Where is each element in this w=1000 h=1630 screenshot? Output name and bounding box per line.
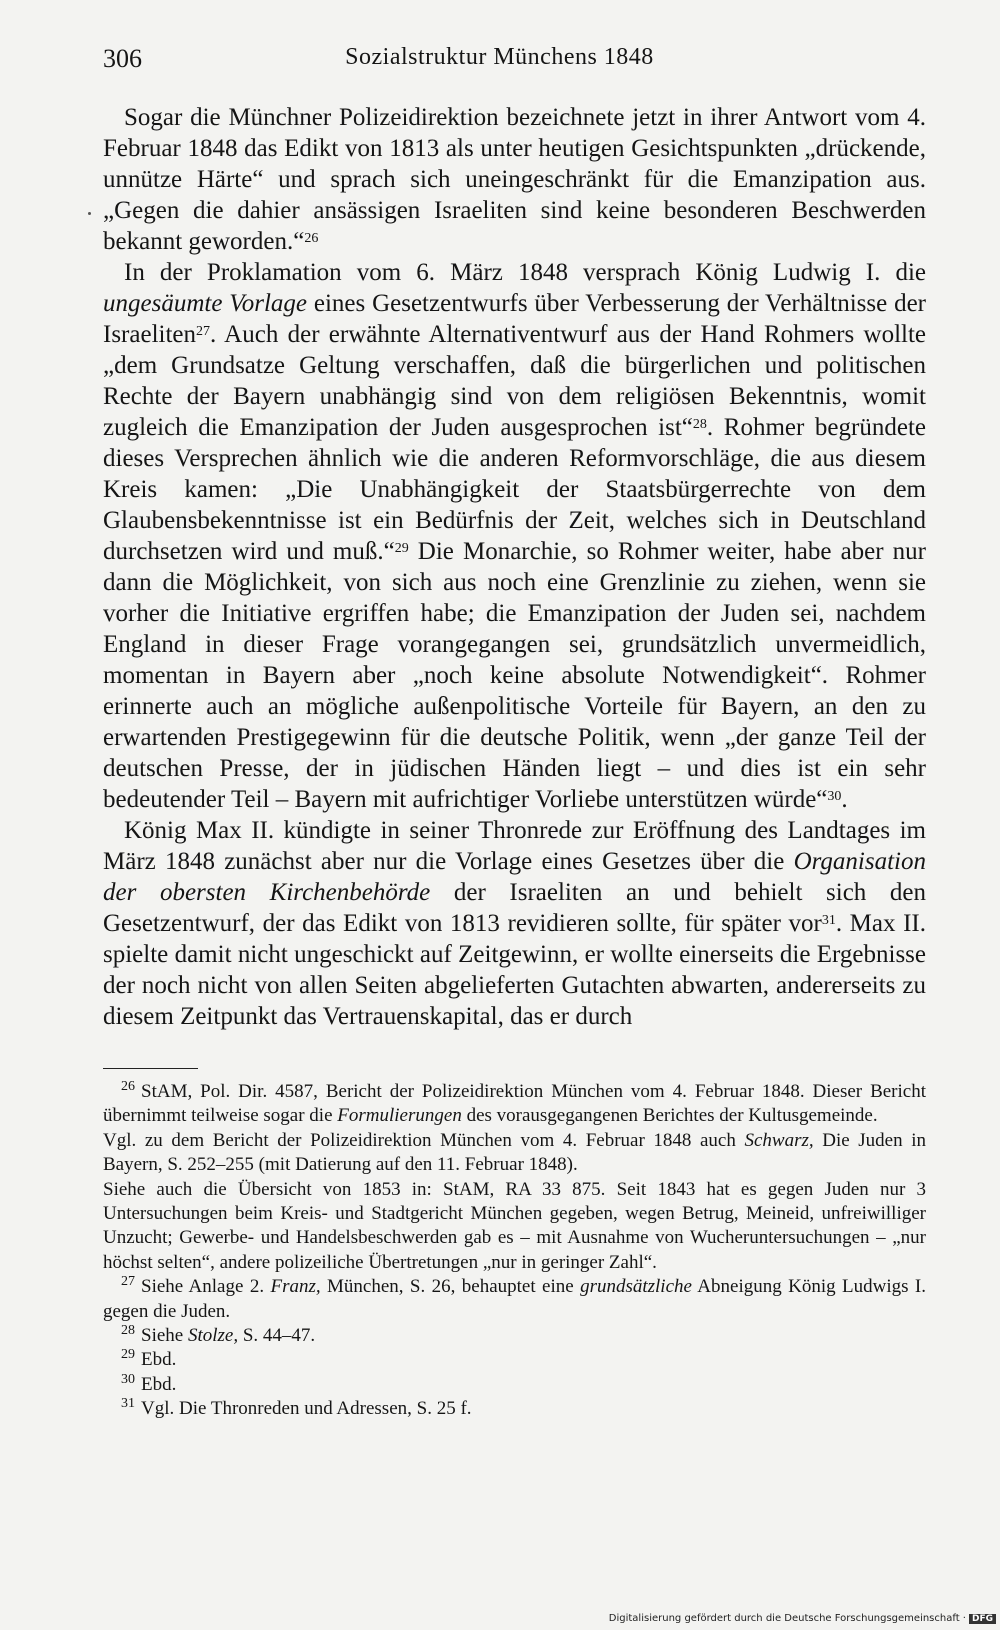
- paragraph: [103, 102, 926, 257]
- digitization-footer: [609, 1613, 996, 1624]
- footer-text: Digitalisierung gefördert durch die Deutsche Forschungsgemeinschaft ·: [608, 1613, 966, 1624]
- footnote-marker: 29: [121, 1347, 135, 1363]
- footnote-marker: 26: [304, 231, 319, 246]
- footnote: [103, 1080, 926, 1129]
- footnote-marker: 30: [827, 789, 842, 804]
- main-text: [103, 102, 926, 1032]
- footnote-marker: 26: [121, 1079, 135, 1094]
- italic-text: Formulierungen: [337, 1105, 462, 1127]
- page-number: 306: [103, 44, 142, 73]
- dfg-logo: DFG: [969, 1614, 996, 1624]
- italic-text: Schwarz,: [744, 1129, 814, 1151]
- footnote: [103, 1348, 926, 1372]
- text-run: . Auch der erwähnte Alternativentwurf aus der Hand Rohmers wollte „dem Grundsatze Geltung verschaffen, daß die bürgerlichen und politischen Rechte der Bayern unabhängig sind von dem religiösen Bekenntnis, womit zugleich die Emanzipation der Juden ausgesprochen ist“: [103, 321, 926, 441]
- footnote-marker: 27: [121, 1274, 135, 1290]
- footnote-marker: 27: [196, 324, 211, 339]
- text-run: Sogar die Münchner Polizeidirektion bezeichnete jetzt in ihrer Antwort vom 4. Februar 1848 das Edikt von 1813 als unter heutigen Gesichtspunkten „drückende, unnütze Härte“ und sprach sich uneingeschränkt für die Emanzipation aus. „Gegen die dahier ansässigen Israeliten sind keine besonderen Beschwerden bekannt geworden.“: [103, 104, 926, 255]
- footnote-marker: 28: [121, 1323, 135, 1339]
- text-run: München, S. 26, behauptet eine: [320, 1276, 581, 1298]
- text-run: eines Gesetzentwurfs über Verbesserung der Verhältnisse der Israeliten: [103, 290, 926, 348]
- text-run: Ebd.: [141, 1349, 177, 1371]
- footnote: [103, 1373, 926, 1397]
- running-title: Sozialstruktur Münchens 1848: [345, 44, 654, 70]
- italic-text: grundsätzliche: [580, 1276, 692, 1298]
- footnote-marker: 29: [394, 541, 409, 556]
- page-header: [103, 44, 896, 84]
- text-run: In der Proklamation vom 6. März 1848 versprach König Ludwig I. die: [124, 259, 926, 286]
- footnote-marker: 30: [121, 1371, 135, 1387]
- footnote-rule: [103, 1068, 198, 1069]
- footnote-marker: 31: [121, 1396, 135, 1412]
- text-run: S. 44–47.: [238, 1325, 316, 1347]
- italic-text: Stolze,: [187, 1325, 239, 1347]
- footnotes: [103, 1080, 926, 1422]
- text-run: des vorausgegangenen Berichtes der Kultusgemeinde.: [461, 1105, 878, 1127]
- text-run: der Israeliten an und behielt sich den Gesetzentwurf, der das Edikt von 1813 revidieren sollte, für später vor: [103, 879, 926, 937]
- text-run: . Max II. spielte damit nicht ungeschickt auf Zeitgewinn, er wollte einerseits die Ergebnisse der noch nicht von allen Seiten abgelieferten Gutachten abwarten, andererseits zu diesem Zeitpunkt das Vertrauenskapital, das er durch: [103, 910, 926, 1030]
- text-run: . Rohmer begründete dieses Versprechen ähnlich wie die anderen Reformvorschläge, die aus diesem Kreis kamen: „Die Unabhängigkeit der Staatsbürgerrechte von dem Glaubensbekenntnisse ist ein Bedürfnis der Zeit, welches sich in Deutschland durchsetzen wird und muß.“: [103, 414, 926, 565]
- italic-text: ungesäumte Vorlage: [103, 290, 308, 317]
- text-run: Siehe auch die Übersicht von 1853 in: StAM, RA 33 875. Seit 1843 hat es gegen Juden nur 3 Untersuchungen beim Kreis- und Stadtgericht München gegeben, wegen Betrug, Meineid, unfreiwilliger Unzucht; Gewerbe- und Handelsbeschwerden gab es – mit Ausnahme von Wucheruntersuchungen – „nur höchst selten“, andere polizeiliche Übertretungen „nur in geringer Zahl“.: [103, 1178, 926, 1273]
- text-run: Die Juden in Bayern, S. 252–255 (mit Datierung auf den 11. Februar 1848).: [103, 1129, 926, 1176]
- text-run: Siehe: [141, 1325, 188, 1347]
- text-run: Vgl. zu dem Bericht der Polizeidirektion München vom 4. Februar 1848 auch: [103, 1129, 745, 1151]
- text-run: Siehe Anlage 2.: [141, 1276, 271, 1298]
- text-run: Vgl. Die Thronreden und Adressen, S. 25 f.: [141, 1398, 472, 1420]
- footnote-continuation: [103, 1178, 926, 1276]
- footnote-continuation: [103, 1129, 926, 1178]
- text-run: Ebd.: [141, 1373, 177, 1395]
- footnote: [103, 1275, 926, 1324]
- text-run: Abneigung König Ludwigs I. gegen die Juden.: [103, 1276, 926, 1322]
- scan-speck: [88, 212, 91, 215]
- footnote: [103, 1397, 926, 1421]
- text-run: Die Monarchie, so Rohmer weiter, habe aber nur dann die Möglichkeit, von sich aus noch eine Grenzlinie zu ziehen, wenn sie vorher die Initiative ergriffen habe; die Emanzipation der Juden sei, nachdem England in dieser Frage vorangegangen sei, grundsätzlich unvermeidlich, momentan in Bayern aber „noch keine absolute Notwendigkeit“. Rohmer erinnerte auch an mögliche außenpolitische Vorteile für Bayern, an den zu erwartenden Prestigegewinn für die deutsche Politik, wenn „der ganze Teil der deutschen Presse, der in jüdischen Händen liegt – und dies ist ein sehr bedeutender Teil – Bayern mit aufrichtiger Vorliebe unterstützen würde“: [103, 538, 926, 813]
- text-run: StAM, Pol. Dir. 4587, Bericht der Polizeidirektion München vom 4. Februar 1848. Dieser Bericht übernimmt teilweise sogar die: [103, 1081, 926, 1127]
- text-run: .: [841, 786, 848, 813]
- italic-text: Franz,: [270, 1276, 321, 1298]
- paragraph: [103, 257, 926, 815]
- paragraph: [103, 815, 926, 1032]
- footnote: [103, 1324, 926, 1348]
- footnote-marker: 28: [692, 417, 707, 432]
- text-run: König Max II. kündigte in seiner Thronrede zur Eröffnung des Landtages im März 1848 zunächst aber nur die Vorlage eines Gesetzes über die: [103, 817, 926, 875]
- italic-text: Organisation der obersten Kirchenbehörde: [103, 848, 926, 906]
- footnote-marker: 31: [821, 913, 836, 928]
